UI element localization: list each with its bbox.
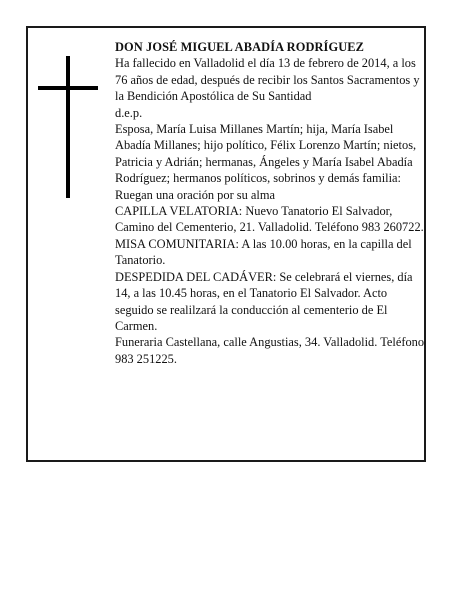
mass-label: MISA COMUNITARIA [115,236,236,251]
cross-horizontal-bar [38,86,98,90]
mass-text: : A las 10.00 horas, en la capilla del Tanatorio. [115,236,412,268]
notice-text-block [115,39,427,367]
death-statement: Ha fallecido en Valladolid el día 13 de febrero de 2014, a los 76 años de edad, después de recibir los Santos Sacramentos y la Bendición Apostólica de Su Santidad [115,56,420,104]
prayer-request: Ruegan una oración por su alma [115,187,275,202]
chapel-label: CAPILLA VELATORIA [115,204,239,219]
rip-text: d.e.p. [115,105,143,120]
chapel-text: : Nuevo Tanatorio El Salvador, Camino del Cementerio, 21. Valladolid. Teléfono 983 260722. [115,204,424,235]
farewell-text: : Se celebrará el viernes, día 14, a las 10.45 horas, en el Tanatorio El Salvador. Acto seguido se realilzará la conducción al cementerio de El Carmen. [115,269,413,333]
family-list: Esposa, María Luisa Millanes Martín; hija, María Isabel Abadía Millanes; hijo político, Félix Lorenzo Martín; nietos, Patricia y Adrián; hermanas, Ángeles y María Isabel Abadía Rodríguez; hermanos políticos, sobrinos y demás familia: [115,122,417,186]
mass-info [115,236,427,269]
deceased-name: DON JOSÉ MIGUEL ABADÍA RODRÍGUEZ [115,40,364,54]
obituary-notice [26,26,426,462]
chapel-info [115,203,427,236]
farewell-label: DESPEDIDA DEL CADÁVER [115,269,273,284]
cross-vertical-bar [66,56,70,198]
farewell-info [115,269,427,335]
funeral-home-info: Funeraria Castellana, calle Angustias, 34. Valladolid. Teléfono 983 251225. [115,335,425,366]
